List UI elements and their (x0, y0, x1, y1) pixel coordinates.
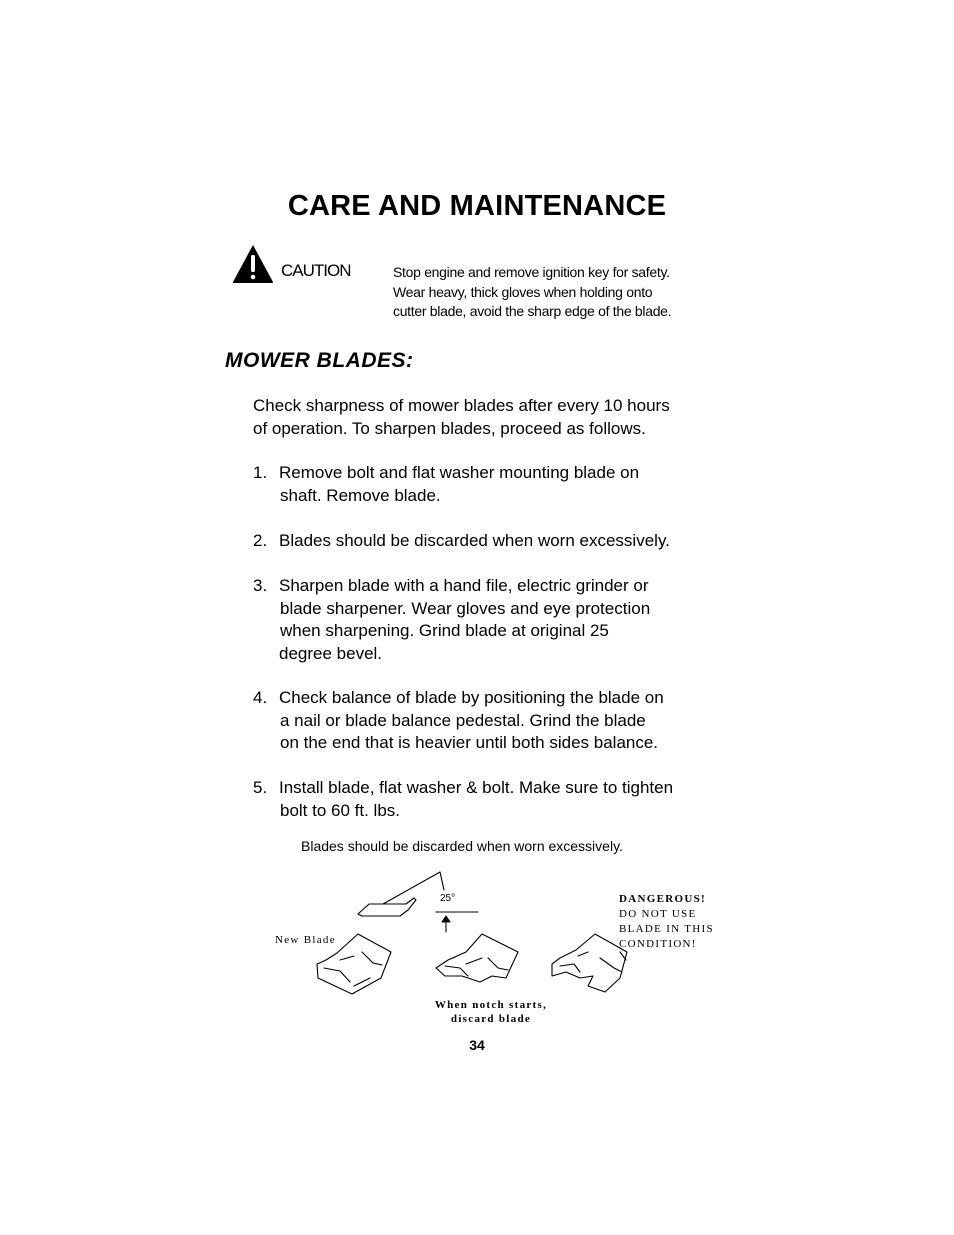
step-text: Remove bolt and flat washer mounting blade on (279, 463, 640, 482)
step-text: on the end that is heavier until both sides balance. (280, 733, 659, 752)
step-text: a nail or blade balance pedestal. Grind the blade (280, 710, 646, 730)
section-heading: MOWER BLADES: (225, 349, 414, 372)
caution-text (393, 263, 723, 322)
step-text: degree bevel. (279, 643, 383, 663)
step-number: 2. (253, 531, 268, 550)
step-number: 3. (253, 576, 268, 595)
danger-warning (619, 892, 714, 952)
caution-line: Wear heavy, thick gloves when holding onto (393, 283, 653, 300)
danger-line: CONDITION! (619, 938, 697, 950)
danger-line: BLADE IN THIS (619, 923, 714, 935)
step-3 (253, 575, 650, 665)
step-1 (253, 462, 639, 507)
angle-label: 25° (440, 893, 456, 904)
danger-title: DANGEROUS! (619, 893, 706, 905)
step-2 (253, 530, 670, 553)
page-number: 34 (469, 1037, 485, 1053)
danger-line: DO NOT USE (619, 908, 697, 920)
step-text: Check balance of blade by positioning the blade on (279, 688, 664, 707)
figure-caption: Blades should be discarded when worn excessively. (301, 838, 623, 854)
intro-paragraph (253, 395, 670, 440)
notch-label (433, 999, 549, 1025)
caution-line: Stop engine and remove ignition key for safety. (393, 264, 670, 280)
step-number: 5. (253, 778, 268, 797)
notch-label-line: When notch starts, (434, 999, 548, 1011)
intro-line: of operation. To sharpen blades, proceed as follows. (253, 418, 646, 438)
step-4 (253, 687, 664, 755)
step-5 (253, 777, 673, 822)
step-number: 1. (253, 463, 268, 482)
step-text: Sharpen blade with a hand file, electric grinder or (279, 576, 649, 595)
step-number: 4. (253, 688, 268, 707)
step-text: bolt to 60 ft. lbs. (280, 800, 401, 820)
bevel-detail (358, 872, 478, 932)
intro-line: Check sharpness of mower blades after every 10 hours (253, 396, 670, 415)
step-text: Install blade, flat washer & bolt. Make sure to tighten (279, 778, 674, 797)
notch-label-line: discard blade (450, 1013, 532, 1025)
page-title: CARE AND MAINTENANCE (287, 190, 667, 222)
caution-label: CAUTION (281, 261, 351, 280)
step-text: shaft. Remove blade. (280, 485, 441, 505)
step-text: Blades should be discarded when worn excessively. (279, 531, 670, 550)
step-text: when sharpening. Grind blade at original 25 (280, 621, 609, 640)
new-blade-label: New Blade (275, 934, 336, 946)
notched-blade-drawing (436, 934, 518, 982)
worn-blade-drawing (552, 934, 627, 992)
caution-line: cutter blade, avoid the sharp edge of the blade. (393, 303, 672, 319)
step-text: blade sharpener. Wear gloves and eye protection (280, 598, 651, 618)
warning-triangle-icon (232, 244, 274, 284)
